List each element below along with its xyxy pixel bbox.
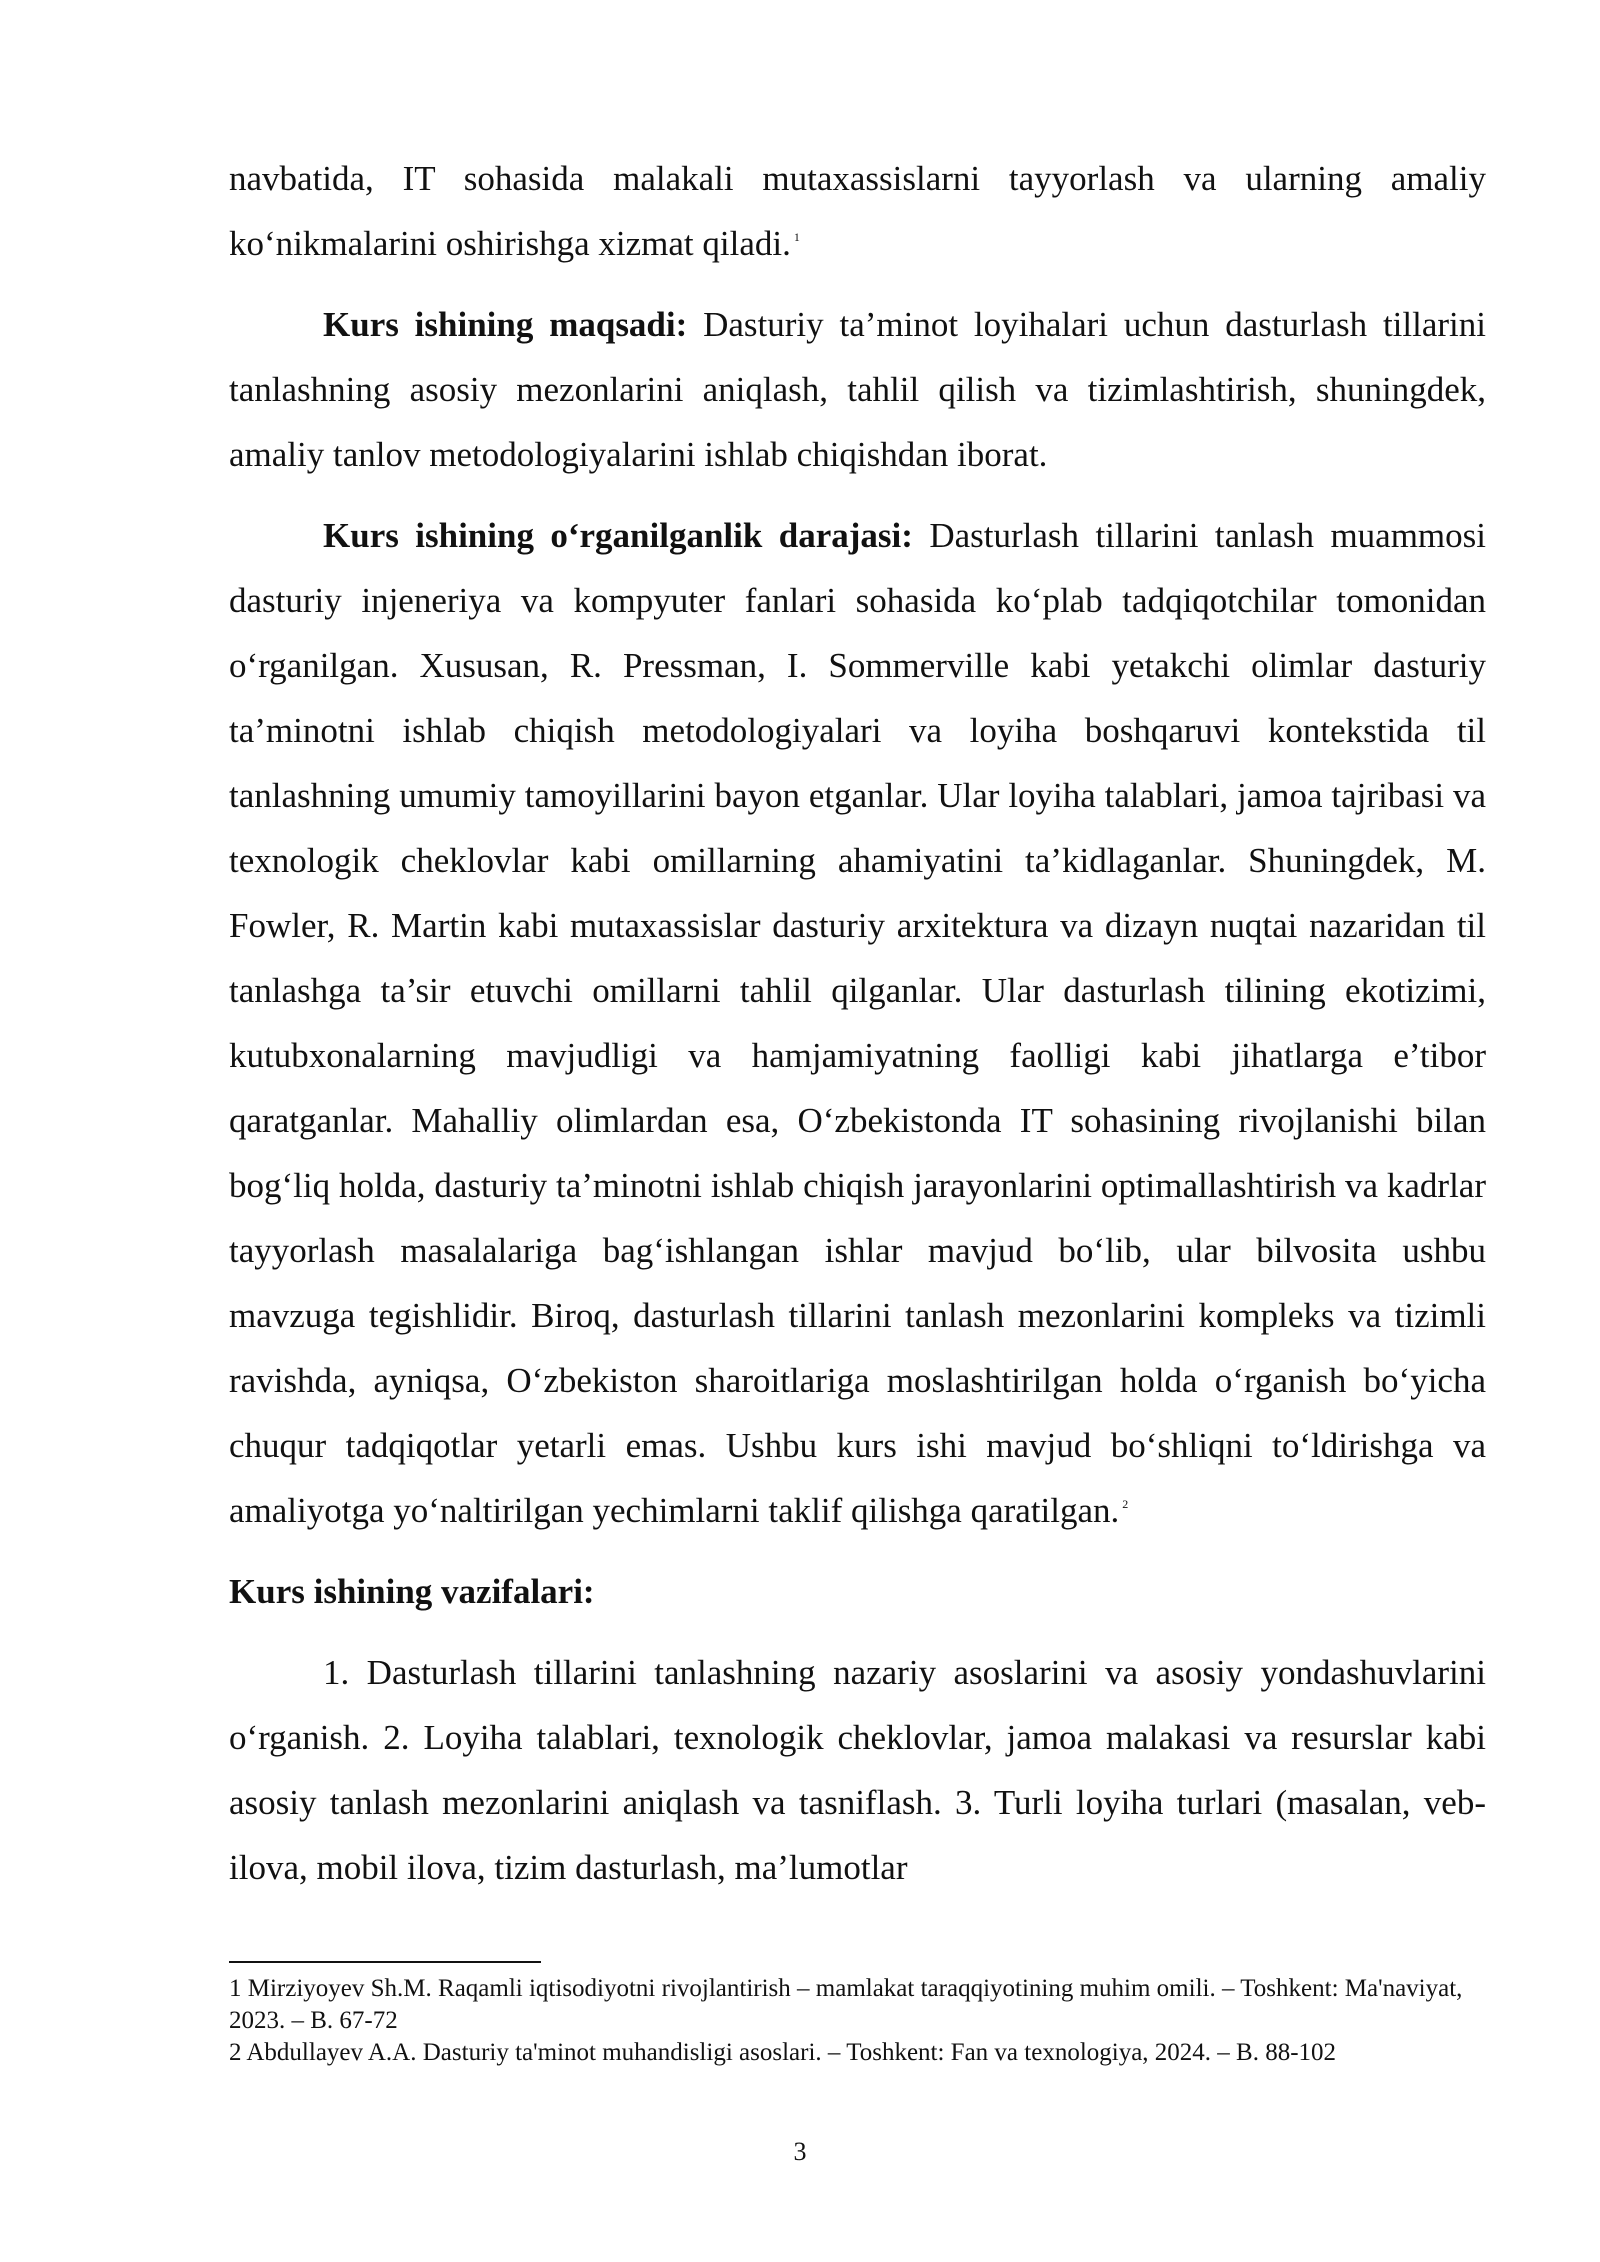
- footnotes: [229, 1961, 1486, 2069]
- footnote-separator: [229, 1961, 541, 1963]
- paragraph-study-level: [229, 503, 1486, 1543]
- paragraph-purpose: [229, 292, 1486, 487]
- purpose-text: Dasturiy ta’minot loyihalari uchun dasturlash tillarini tanlashning asosiy mezonlarini aniqlash, tahlil qilish va tizimlashtirish, shuningdek, amaliy tanlov metodologiyalarini ishlab chiqishdan iborat.: [229, 305, 1486, 474]
- tasks-heading: Kurs ishining vazifalari:: [229, 1572, 595, 1611]
- paragraph-intro-continuation: [229, 146, 1486, 276]
- footnote-1: 1 Mirziyoyev Sh.M. Raqamli iqtisodiyotni rivojlantirish – mamlakat taraqqiyotining muhim omili. – Toshkent: Ma'naviyat, 2023. – B. 67-72: [229, 1975, 1463, 2034]
- study-level-text: Dasturlash tillarini tanlash muammosi dasturiy injeneriya va kompyuter fanlari sohasida ko‘plab tadqiqotchilar tomonidan o‘rganilgan. Xususan, R. Pressman, I. Sommerville kabi yetakchi olimlar dasturiy ta’minotni ishlab chiqish metodologiyalari va loyiha boshqaruvi kontekstida til tanlashning umumiy tamoyillarini bayon etganlar. Ular loyiha talablari, jamoa tajribasi va texnologik cheklovlar kabi omillarning ahamiyatini ta’kidlaganlar. Shuningdek, M. Fowler, R. Martin kabi mutaxassislar dasturiy arxitektura va dizayn nuqtai nazaridan til tanlashga ta’sir etuvchi omillarni tahlil qilganlar. Ular dasturlash tilining ekotizimi, kutubxonalarning mavjudligi va hamjamiyatning faolligi kabi jihatlarga e’tibor qaratganlar. Mahalliy olimlardan esa, O‘zbekistonda IT sohasining rivojlanishi bilan bog‘liq holda, dasturiy ta’minotni ishlab chiqish jarayonlarini optimallashtirish va kadrlar tayyorlash masalalariga bag‘ishlangan ishlar mavjud bo‘lib, ular bilvosita ushbu mavzuga tegishlidir. Biroq, dasturlash tillarini tanlash mezonlarini kompleks va tizimli ravishda, ayniqsa, O‘zbekiston sharoitlariga moslashtirilgan holda o‘rganish bo‘yicha chuqur tadqiqotlar yetarli emas. Ushbu kurs ishi mavjud bo‘shliqni to‘ldirishga va amaliyotga yo‘naltirilgan yechimlarni taklif qilishga qaratilgan.: [229, 516, 1486, 1530]
- footnote-ref-2: 2: [1122, 1497, 1129, 1511]
- page-number: 3: [793, 2137, 807, 2166]
- paragraph-text: navbatida, IT sohasida malakali mutaxassislarni tayyorlash va ularning amaliy ko‘nikmalarini oshirishga xizmat qiladi.: [229, 159, 1486, 263]
- footnote-2: 2 Abdullayev A.A. Dasturiy ta'minot muhandisligi asoslari. – Toshkent: Fan va texnologiya, 2024. – B. 88-102: [229, 2039, 1337, 2066]
- footnote-ref-1: 1: [793, 230, 800, 244]
- body-text: [229, 146, 1486, 1916]
- paragraph-tasks: 1. Dasturlash tillarini tanlashning nazariy asoslarini va asosiy yondashuvlarini o‘rganish. 2. Loyiha talablari, texnologik cheklovlar, jamoa malakasi va resurslar kabi asosiy tanlash mezonlarini aniqlash va tasniflash. 3. Turli loyiha turlari (masalan, veb-ilova, mobil ilova, tizim dasturlash, ma’lumotlar: [229, 1653, 1486, 1887]
- purpose-label: Kurs ishining maqsadi:: [323, 305, 688, 344]
- study-level-label: Kurs ishining o‘rganilganlik darajasi:: [323, 516, 913, 555]
